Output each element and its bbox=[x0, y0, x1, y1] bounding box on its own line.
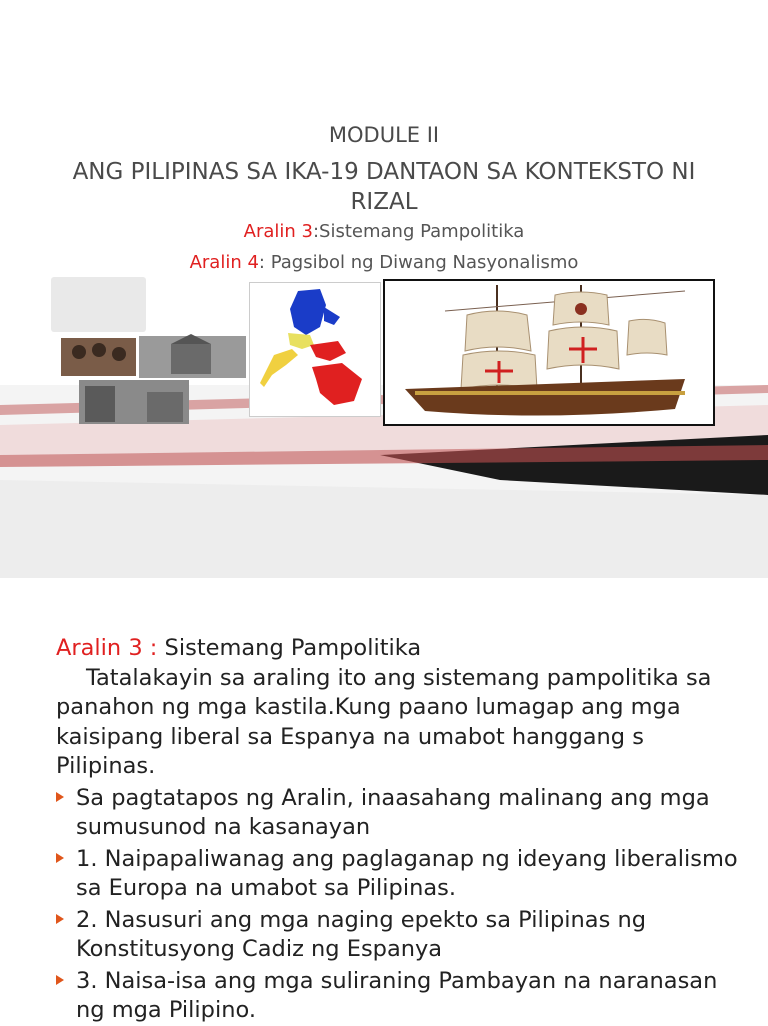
bullet-arrow-icon bbox=[56, 975, 64, 985]
bullet-text: Sa pagtatapos ng Aralin, inaasahang malinang ang mga sumusunod na kasanayan bbox=[76, 784, 710, 840]
bullet-arrow-icon bbox=[56, 792, 64, 802]
lesson-heading-label: Aralin 3 : bbox=[56, 635, 158, 661]
historical-photo-collage bbox=[51, 330, 246, 427]
bullet-arrow-icon bbox=[56, 914, 64, 924]
galleon-ship-image bbox=[383, 279, 715, 426]
bullet-item bbox=[56, 967, 746, 1026]
lesson-intro-text: Tatalakayin sa araling ito ang sistemang pampolitika sa panahon ng mga kastila.Kung paano lumagap ang mga kaisipang liberal sa Espanya na umabot hanggang s Pilipinas. bbox=[56, 664, 712, 779]
lesson-body bbox=[56, 634, 746, 1026]
bullet-arrow-icon bbox=[56, 853, 64, 863]
bullet-item bbox=[56, 784, 746, 843]
aralin3-subtitle bbox=[0, 221, 768, 242]
aralin4-label: Aralin 4 bbox=[189, 252, 259, 273]
aralin3-text: :Sistemang Pampolitika bbox=[312, 221, 525, 242]
lesson-heading-text: Sistemang Pampolitika bbox=[157, 635, 422, 661]
lesson-heading bbox=[56, 634, 746, 664]
bullet-text: 2. Nasusuri ang mga naging epekto sa Pilipinas ng Konstitusyong Cadiz ng Espanya bbox=[76, 906, 646, 962]
lesson-intro bbox=[56, 664, 746, 782]
module-heading: MODULE II bbox=[328, 123, 440, 147]
slide-title: ANG PILIPINAS SA IKA-19 DANTAON SA KONTEKSTO NI RIZAL bbox=[72, 159, 696, 215]
aralin4-subtitle bbox=[0, 252, 768, 273]
bullet-text: 1. Naipapaliwanag ang paglaganap ng ideyang liberalismo sa Europa na umabot sa Pilipinas. bbox=[76, 845, 738, 901]
bullet-text: 3. Naisa-isa ang mga suliraning Pambayan na naranasan ng mga Pilipino. bbox=[76, 967, 718, 1023]
philippine-map bbox=[249, 282, 381, 417]
aralin3-label: Aralin 3 bbox=[243, 221, 313, 242]
aralin4-text: : Pagsibol ng Diwang Nasyonalismo bbox=[258, 252, 579, 273]
placeholder-box bbox=[51, 277, 146, 332]
bullet-item bbox=[56, 906, 746, 965]
bullet-item bbox=[56, 845, 746, 904]
